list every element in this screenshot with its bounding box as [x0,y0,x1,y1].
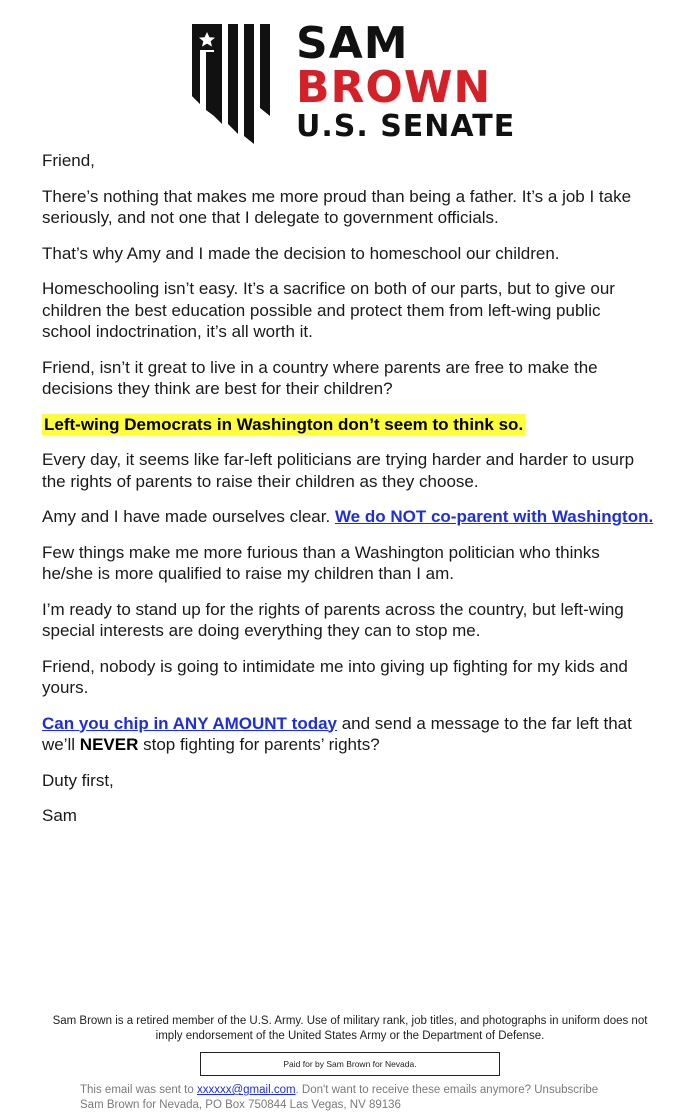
unsubscribe-prompt: . Don't want to receive these emails anymore? [295,1084,535,1096]
greeting: Friend, [42,151,95,170]
paragraph: There’s nothing that makes me more proud than being a father. It’s a job I take seriously, and not one that I delegate to government officials. [42,186,632,227]
paragraph: Friend, isn’t it great to live in a country where parents are free to make the decisions they think are best for their children? [42,357,598,398]
co-parent-link[interactable]: We do NOT co-parent with Washington. [334,507,654,526]
logo-name-last: BROWN [296,62,492,113]
unsubscribe-footer [80,1083,680,1113]
unsubscribe-link[interactable]: Unsubscribe [534,1084,599,1096]
paragraph-text: Amy and I have made ourselves clear. [42,507,335,526]
emphasis-text: NEVER [79,735,139,754]
military-disclaimer: Sam Brown is a retired member of the U.S. Army. Use of military rank, job titles, and photographs in uniform does not imply endorsement of the United States Army or the Department of Defense. [52,1015,648,1042]
donate-link[interactable]: Can you chip in ANY AMOUNT today [42,713,337,733]
paragraph-text: stop fighting for parents’ rights? [138,735,380,754]
logo-office: U.S. SENATE [296,109,516,144]
paragraph: Homeschooling isn’t easy. It’s a sacrifice on both of our parts, but to give our children the best education possible and protect them from left-wing public school indoctrination, it’s all worth it. [42,279,615,341]
highlighted-text: Left-wing Democrats in Washington don’t seem to think so. [44,414,524,434]
campaign-logo-wordmark [296,18,526,144]
campaign-logo-icon [192,24,282,144]
email-header [0,18,700,146]
paragraph: Friend, nobody is going to intimidate me into giving up fighting for my kids and yours. [42,656,628,697]
paragraph: Every day, it seems like far-left politicians are trying harder and harder to usurp the rights of parents to raise their children as they choose. [42,450,635,491]
paragraph: Few things make me more furious than a Washington politician who thinks he/she is more qualified to raise my children than I am. [42,542,600,583]
recipient-email-link[interactable]: xxxxxx@gmail.com [196,1084,296,1096]
logo-name-first: SAM [296,18,409,69]
paragraph-text: and send a message to the far left that we’ll [42,713,632,754]
sent-to-prefix: This email was sent to [80,1084,197,1096]
signature: Sam [42,806,77,825]
donate-paragraph [42,713,654,756]
mailing-address: Sam Brown for Nevada, PO Box 750844 Las Vegas, NV 89136 [80,1099,401,1111]
highlight-paragraph [42,414,654,436]
paragraph: That’s why Amy and I made the decision to homeschool our children. [42,243,560,263]
paragraph [42,506,654,528]
sent-to-line [80,1083,680,1098]
signoff: Duty first, [42,770,114,790]
email-body [42,150,654,841]
paragraph: I’m ready to stand up for the rights of parents across the country, but left-wing special interests are doing everything they can to stop me. [42,599,624,640]
paid-for-box: Paid for by Sam Brown for Nevada. [200,1052,500,1076]
